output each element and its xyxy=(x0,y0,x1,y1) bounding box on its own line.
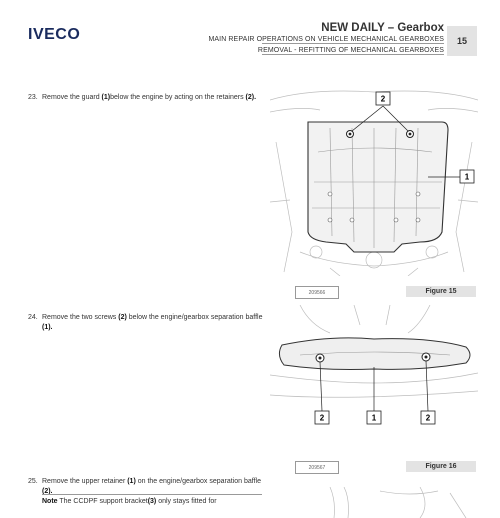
callout-2-right: 2 xyxy=(425,413,431,423)
note-text: The CCDPF support bracket(3) only stays fitted for xyxy=(59,498,217,505)
callout-1: 1 xyxy=(371,413,377,423)
step-number: 23. xyxy=(28,94,38,101)
figure-id: 209567 xyxy=(295,461,339,474)
callout-2: 2 xyxy=(380,94,386,104)
figure-id: 209566 xyxy=(295,286,339,299)
step-24 xyxy=(28,313,263,333)
note-divider xyxy=(42,494,262,495)
subsection-title: REMOVAL - REFITTING OF MECHANICAL GEARBOXES xyxy=(257,47,444,54)
figure-label: Figure 15 xyxy=(406,286,476,297)
header-divider xyxy=(262,54,444,55)
section-title: MAIN REPAIR OPERATIONS ON VEHICLE MECHANICAL GEARBOXES xyxy=(208,36,444,43)
engine-guard xyxy=(308,122,448,252)
figure-15-caption xyxy=(270,286,478,298)
page-number: 15 xyxy=(447,26,477,56)
running-header xyxy=(208,22,444,54)
figure-16-caption xyxy=(270,461,478,473)
note-label: Note xyxy=(42,498,58,505)
callout-1: 1 xyxy=(464,172,470,182)
step-number: 24. xyxy=(28,314,38,321)
step-23 xyxy=(28,93,263,103)
note xyxy=(42,497,262,507)
separation-baffle xyxy=(279,338,470,370)
step-text: Remove the upper retainer (1) on the engine/gearbox separation baffle (2). xyxy=(42,478,261,495)
figure-15-image xyxy=(270,82,478,276)
brand-logo: IVECO xyxy=(28,26,81,43)
step-text: Remove the guard (1)below the engine by acting on the retainers (2). xyxy=(42,94,257,101)
figure-label: Figure 16 xyxy=(406,461,476,472)
figure-17-image xyxy=(270,487,478,518)
step-text: Remove the two screws (2) below the engine/gearbox separation baffle (1). xyxy=(42,314,263,331)
figure-16-image xyxy=(270,305,478,437)
header-divider xyxy=(262,43,444,44)
callout-2-left: 2 xyxy=(319,413,325,423)
step-number: 25. xyxy=(28,478,38,485)
document-title: NEW DAILY – Gearbox xyxy=(321,22,444,34)
